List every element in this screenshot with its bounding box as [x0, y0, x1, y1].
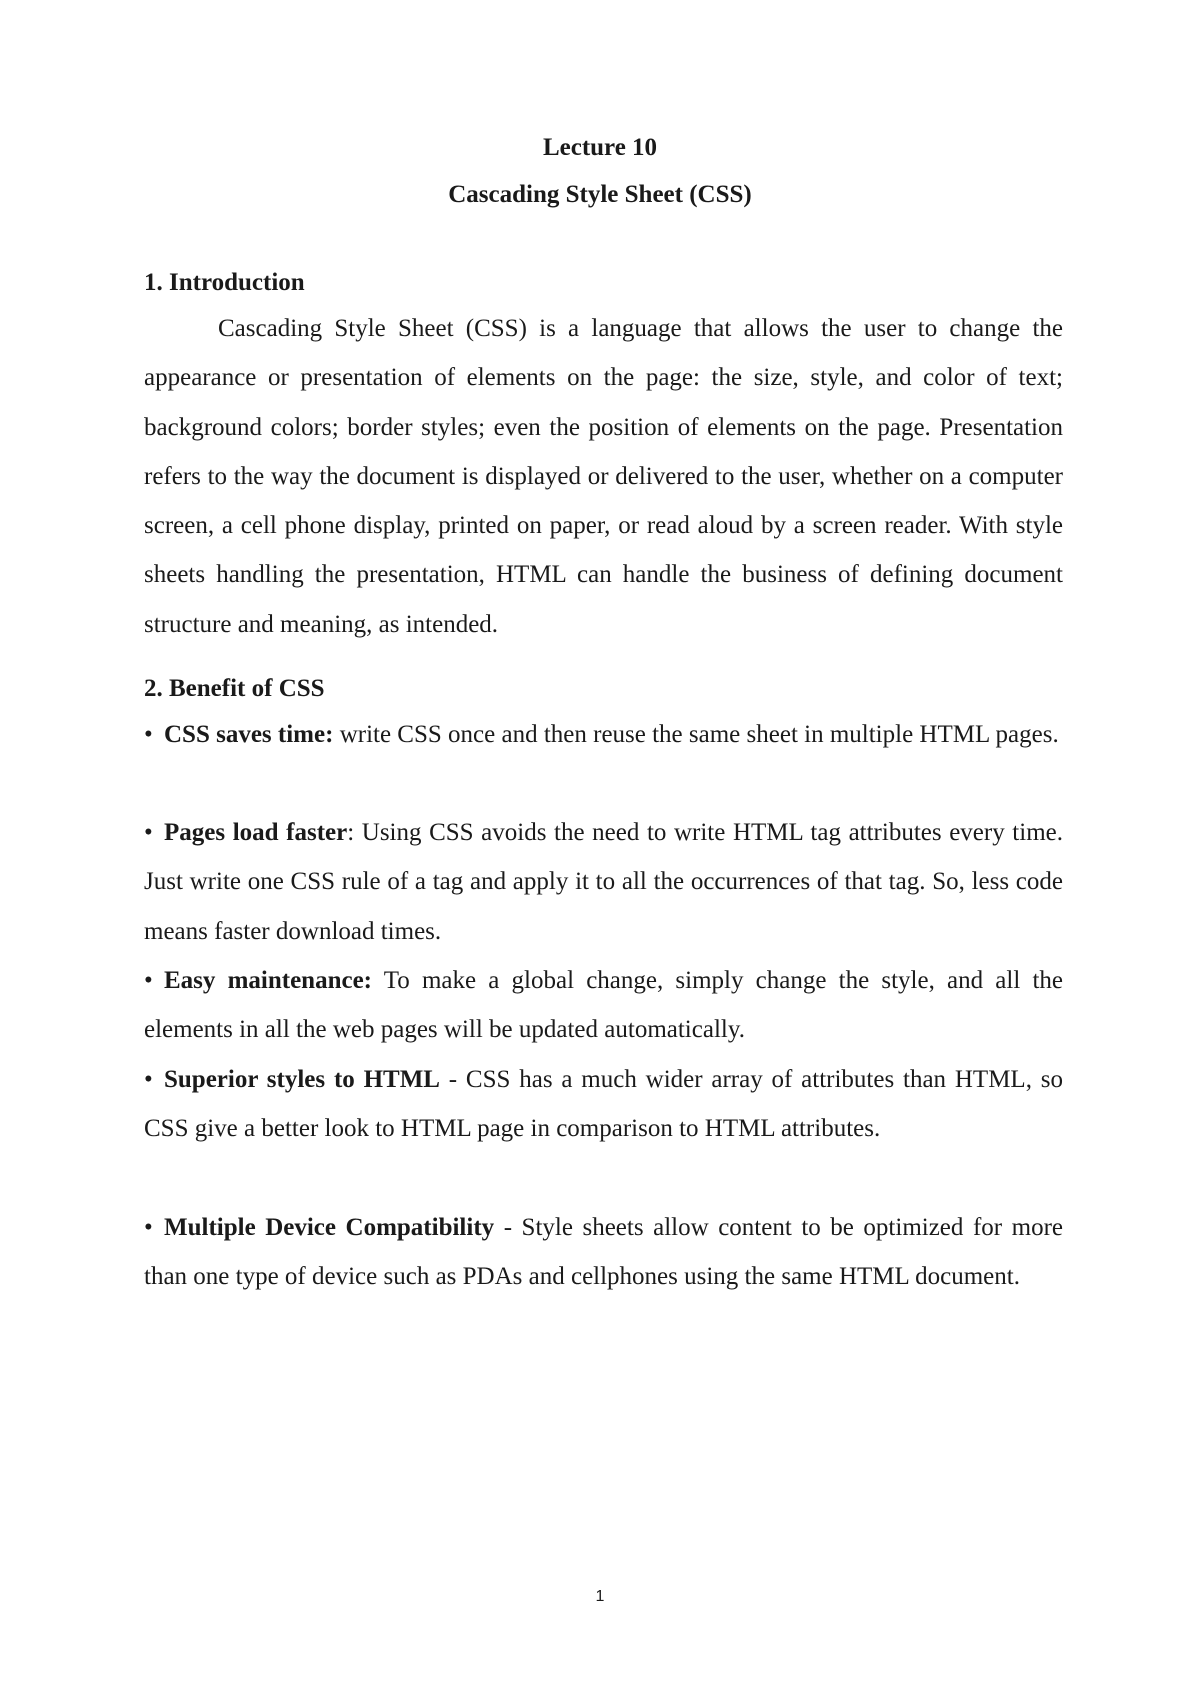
benefit-term: Easy maintenance: — [164, 967, 373, 994]
lecture-number-title: Lecture 10 — [542, 134, 658, 161]
lecture-topic-title: Cascading Style Sheet (CSS) — [448, 181, 752, 208]
bullet-icon: • — [144, 1066, 153, 1093]
page-number: 1 — [595, 1588, 605, 1605]
benefit-description: write CSS once and then reuse the same sheet in multiple HTML pages. — [333, 721, 1059, 748]
bullet-icon: • — [144, 721, 153, 748]
benefit-description: - CSS has a much wider array of attributes than HTML, so CSS give a better look to HTML page in comparison to HTML attributes. — [144, 1066, 1063, 1143]
benefit-term: Multiple Device Compatibility — [164, 1214, 495, 1241]
section-heading-introduction: 1. Introduction — [144, 269, 305, 296]
benefit-list-item — [144, 1203, 1063, 1302]
benefit-description: - Style sheets allow content to be optimized for more than one type of device such as PDAs and cellphones using the same HTML document. — [144, 1214, 1063, 1291]
benefit-list-item — [144, 956, 1063, 1055]
benefit-list-item — [144, 808, 1063, 956]
benefit-term: Superior styles to HTML — [164, 1066, 440, 1093]
benefit-description: To make a global change, simply change the style, and all the elements in all the web pages will be updated automatically. — [144, 967, 1064, 1044]
benefit-term: Pages load faster — [164, 819, 348, 846]
introduction-paragraph — [144, 304, 1063, 649]
bullet-icon: • — [144, 819, 153, 846]
bullet-icon: • — [144, 967, 153, 994]
benefit-list-item — [144, 1055, 1063, 1154]
benefit-description: : Using CSS avoids the need to write HTML tag attributes every time. Just write one CSS rule of a tag and apply it to all the occurrences of that tag. So, less code means faster download times. — [144, 819, 1063, 945]
introduction-text: Cascading Style Sheet (CSS) is a language that allows the user to change the appearance or presentation of elements on the page: the size, style, and color of text; background colors; border styles; even the position of elements on the page. Presentation refers to the way the document is displayed or delivered to the user, whether on a computer screen, a cell phone display, printed on paper, or read aloud by a screen reader. With style sheets handling the presentation, HTML can handle the business of defining document structure and meaning, as intended. — [144, 315, 1063, 638]
bullet-icon: • — [144, 1214, 153, 1241]
section-heading-benefits: 2. Benefit of CSS — [144, 675, 325, 702]
benefit-term: CSS saves time: — [164, 721, 334, 748]
benefit-list-item — [144, 710, 1063, 759]
